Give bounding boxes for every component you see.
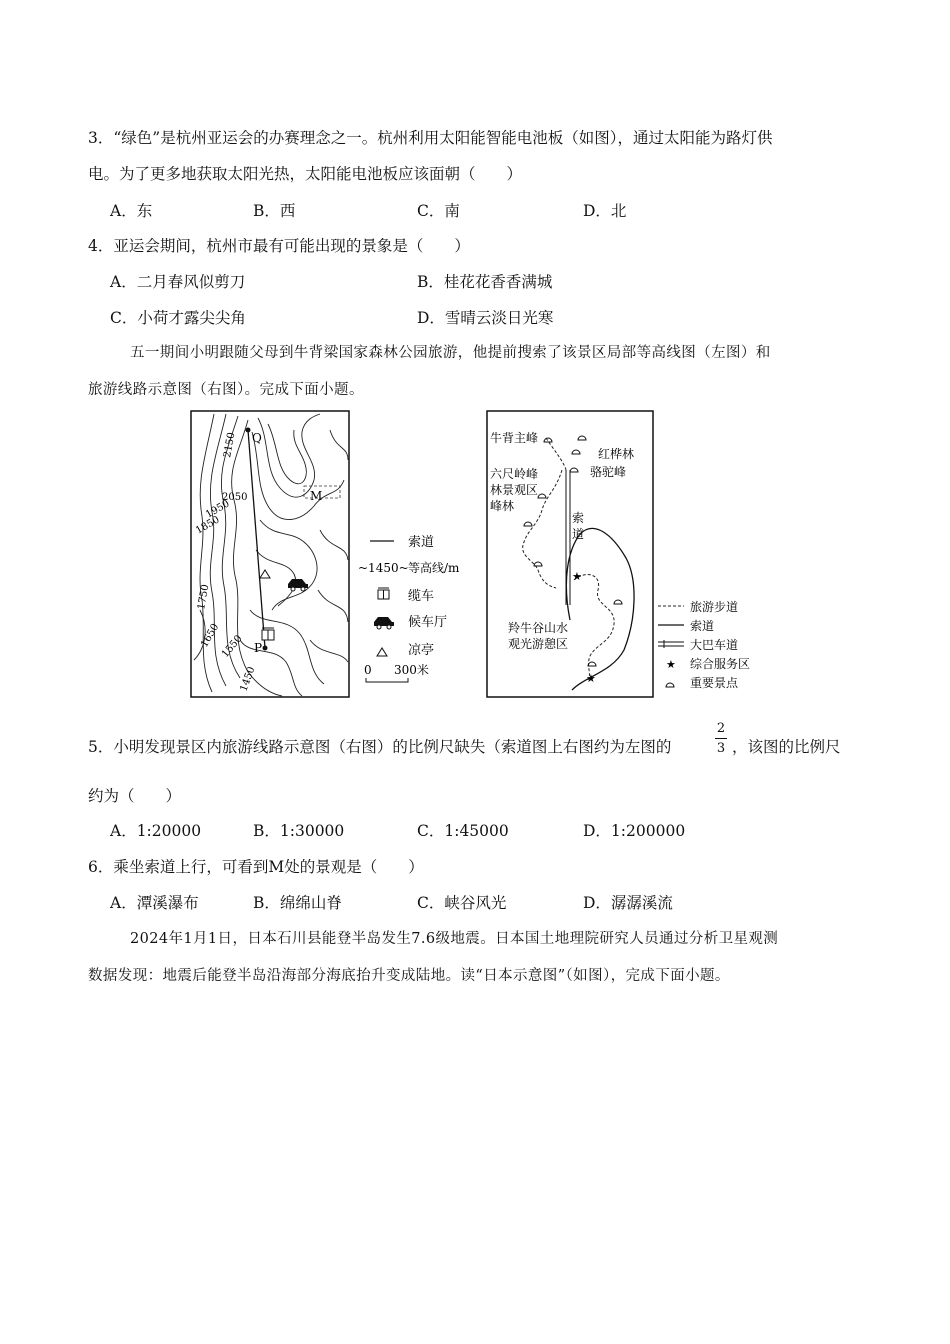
label-liuchi-3: 峰林 <box>490 499 515 513</box>
tour-route-map <box>486 410 654 700</box>
q3-text-line1: 3．“绿色”是杭州亚运会的办赛理念之一。杭州利用太阳能智能电池板（如图），通过太阳能为路灯供 <box>88 129 773 147</box>
spot-icon-9 <box>588 662 596 666</box>
legend-service-icon: ★ <box>666 658 676 671</box>
label-liuchi-1: 六尺岭峰 <box>490 467 539 481</box>
passage1-line1: 五一期间小明跟随父母到牛背梁国家森林公园旅游，他提前搜索了该景区局部等高线图（左图）和 <box>130 345 771 361</box>
contour-label-1650: 1650 <box>199 621 222 650</box>
q6-option-c: C．峡谷风光 <box>417 894 507 912</box>
service-star-1: ★ <box>572 570 582 583</box>
contour-label-1950: 1950 <box>204 498 232 521</box>
contour-map <box>190 410 350 700</box>
legend-cable-car-label: 缆车 <box>408 589 435 604</box>
q5-text-line2: 约为（ ） <box>88 787 182 805</box>
tour-route-legend <box>656 596 766 696</box>
q5-fraction-bar <box>715 738 727 739</box>
legend-contour-label: 等高线/m <box>408 561 460 575</box>
q4-option-b: B．桂花花香香满城 <box>417 273 553 291</box>
label-camel: 骆驼峰 <box>590 465 627 479</box>
q4-option-d: D．雪晴云淡日光寒 <box>417 309 554 327</box>
q5-option-d: D．1:200000 <box>583 822 686 840</box>
contour-label-2150: 2150 <box>222 431 238 459</box>
label-cable-2: 道 <box>572 527 585 541</box>
label-valley-2: 观光游憩区 <box>508 637 569 651</box>
legend-cable-label: 索道 <box>408 535 435 550</box>
legend-cable-label-right: 索道 <box>690 619 715 633</box>
passage2-line1: 2024年1月1日，日本石川县能登半岛发生7.6级地震。日本国土地理院研究人员通过分析卫星观测 <box>130 931 779 947</box>
q3-option-c: C．南 <box>417 202 460 220</box>
q3-option-b: B．西 <box>253 202 296 220</box>
legend-spot-icon <box>666 683 674 687</box>
legend-pavilion-icon <box>377 648 387 656</box>
legend-cable-car-icon <box>378 588 389 599</box>
contour-label-1450: 1450 <box>238 665 258 694</box>
spot-icon-1 <box>544 438 552 442</box>
legend-waiting-hall-icon <box>374 617 394 629</box>
q5-fraction-numerator: 2 <box>716 721 726 736</box>
contour-label-1850: 1850 <box>194 514 222 537</box>
q4-option-a: A．二月春风似剪刀 <box>110 273 246 291</box>
cable-car-icon <box>262 628 274 640</box>
spot-icon-2 <box>578 436 586 440</box>
spot-icon-6 <box>524 522 532 526</box>
q5-fraction-denominator: 3 <box>716 741 726 756</box>
waiting-hall-icon <box>288 579 308 591</box>
pavilion-icon <box>260 570 270 578</box>
legend-service-label: 综合服务区 <box>690 657 751 671</box>
legend-trail-label: 旅游步道 <box>690 600 739 614</box>
point-label-m: M <box>310 489 323 503</box>
label-valley-1: 羚牛谷山水 <box>508 621 569 635</box>
q6-option-d: D．潺潺溪流 <box>583 894 673 912</box>
spot-icon-3 <box>572 450 580 454</box>
passage2-line2: 数据发现：地震后能登半岛沿海部分海底抬升变成陆地。读“日本示意图”（如图），完成下面小题。 <box>88 968 730 984</box>
q6-text: 6．乘坐索道上行，可看到M处的景观是（ ） <box>88 858 424 876</box>
q4-option-c: C．小荷才露尖尖角 <box>110 309 246 327</box>
q3-option-a: A．东 <box>110 202 153 220</box>
legend-bus-road-label: 大巴车道 <box>690 638 739 652</box>
q4-text: 4．亚运会期间，杭州市最有可能出现的景象是（ ） <box>88 237 470 255</box>
contour-label-1750: 1750 <box>196 583 212 611</box>
q5-option-b: B．1:30000 <box>253 822 345 840</box>
spot-icon-5 <box>538 494 546 498</box>
legend-spot-label: 重要景点 <box>690 676 739 690</box>
scale-value: 300米 <box>394 663 429 677</box>
passage1-line2: 旅游线路示意图（右图）。完成下面小题。 <box>88 382 364 398</box>
q6-option-a: A．潭溪瀑布 <box>110 894 199 912</box>
spot-icon-4 <box>570 468 578 472</box>
legend-contour-sample: ~1450~ <box>358 561 409 575</box>
scale-bar <box>366 678 408 682</box>
q3-option-d: D．北 <box>583 202 627 220</box>
label-peak-main: 牛背主峰 <box>490 431 539 445</box>
q6-option-b: B．绵绵山脊 <box>253 894 342 912</box>
contour-label-1550: 1550 <box>219 633 245 660</box>
spot-icon-7 <box>534 562 542 566</box>
legend-waiting-hall-label: 候车厅 <box>408 615 448 630</box>
q5-option-a: A．1:20000 <box>110 822 202 840</box>
legend-pavilion-label: 凉亭 <box>408 643 435 658</box>
q5-option-c: C．1:45000 <box>417 822 509 840</box>
point-label-p: P <box>254 641 263 655</box>
q5-text-line1a: 5．小明发现景区内旅游线路示意图（右图）的比例尺缺失（索道图上右图约为左图的 <box>88 738 672 756</box>
label-birch: 红桦林 <box>598 447 635 461</box>
label-cable-1: 索 <box>572 511 585 525</box>
point-label-q: Q <box>252 431 262 445</box>
label-liuchi-2: 林景观区 <box>490 483 539 497</box>
service-star-2: ★ <box>586 672 596 685</box>
scale-zero: 0 <box>364 663 372 677</box>
contour-map-legend <box>356 528 481 688</box>
q3-text-line2: 电。为了更多地获取太阳光热，太阳能电池板应该面朝（ ） <box>88 165 523 183</box>
spot-icon-8 <box>614 600 622 604</box>
q5-text-line1b: ，该图的比例尺 <box>732 738 841 756</box>
contour-label-2050: 2050 <box>222 492 248 503</box>
